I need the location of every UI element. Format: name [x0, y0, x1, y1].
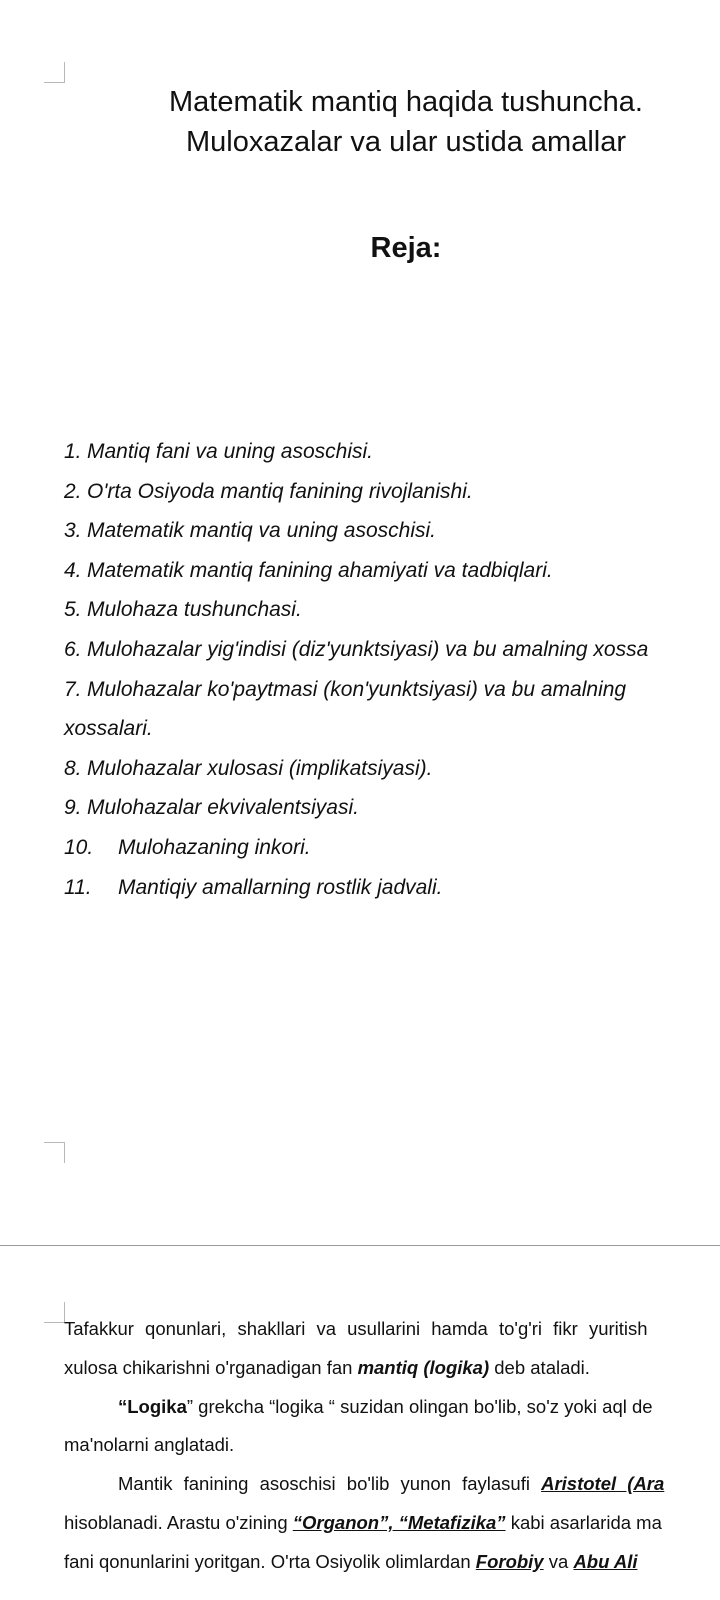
body-line: Tafakkur qonunlari, shakllari va usullarini hamda to'g'ri fikr yuritish	[64, 1318, 648, 1339]
plan-item-text: xossalari.	[64, 717, 153, 741]
link-forobiy[interactable]: Forobiy	[475, 1550, 544, 1572]
plan-item-text: O'rta Osiyoda mantiq fanining rivojlanishi.	[87, 479, 473, 503]
plan-item	[64, 828, 720, 868]
plan-item-number: 5.	[64, 598, 82, 622]
body-line: hisoblanadi. Arastu o'zining “Organon”, “Metafizika” kabi asarlarida ma	[64, 1511, 662, 1533]
plan-item-number: 1.	[64, 440, 82, 463]
plan-item-number: 3.	[64, 519, 82, 543]
plan-item-text: Matematik mantiq fanining ahamiyati va tadbiqlari.	[87, 558, 553, 582]
page-title-line-2: Muloxazalar va ular ustida amallar	[185, 126, 627, 158]
plan-item	[64, 868, 720, 908]
plan-item-continuation	[64, 709, 720, 749]
plan-heading: Reja:	[370, 232, 442, 264]
link-aristotel[interactable]: Aristotel (Ara	[541, 1473, 665, 1495]
body-line: Mantik fanining asoschisi bo'lib yunon faylasufi Aristotel (Ara	[118, 1473, 665, 1495]
link-abu-ali[interactable]: Abu Ali	[573, 1550, 638, 1572]
term-logika: “Logika	[118, 1395, 187, 1417]
term-mantiq: mantiq (logika)	[357, 1356, 490, 1378]
plan-item-text: Mantiq fani va uning asoschisi.	[87, 440, 373, 463]
body-line: xulosa chikarishni o'rganadigan fan mantiq (logika) deb ataladi.	[64, 1356, 590, 1378]
plan-item	[64, 432, 720, 472]
plan-item-number: 9.	[64, 796, 82, 820]
link-organon-metafizika[interactable]: “Organon”, “Metafizika”	[292, 1511, 506, 1533]
plan-item-number: 4.	[64, 558, 82, 582]
body-line: fani qonunlarini yoritgan. O'rta Osiyolik olimlardan Forobiy va Abu Ali	[64, 1550, 638, 1572]
plan-list	[64, 432, 720, 907]
body-line: ma'nolarni anglatadi.	[64, 1434, 235, 1456]
plan-item	[64, 670, 720, 710]
plan-item	[64, 749, 720, 789]
plan-item-text: Mulohazaning inkori.	[118, 835, 311, 859]
plan-item-text: Mulohazalar ko'paytmasi (kon'yunktsiyasi) va bu amalning	[87, 677, 627, 701]
plan-item-text: Matematik mantiq va uning asoschisi.	[87, 519, 436, 543]
plan-item-text: Mulohazalar ekvivalentsiyasi.	[87, 796, 359, 820]
page-break-divider	[0, 1245, 720, 1246]
plan-item	[64, 590, 720, 630]
plan-item	[64, 511, 720, 551]
body-text	[64, 1310, 720, 1582]
plan-item-text: Mulohazalar xulosasi (implikatsiyasi).	[87, 756, 433, 780]
plan-item-number: 7.	[64, 677, 82, 701]
page-title	[0, 82, 720, 162]
plan-item-text: Mantiqiy amallarning rostlik jadvali.	[118, 875, 443, 899]
body-line: “Logika” grekcha “logika “ suzidan olingan bo'lib, so'z yoki aql de	[118, 1395, 653, 1417]
page-corner-mark-top	[44, 62, 65, 83]
plan-item-number: 8.	[64, 756, 82, 780]
plan-item	[64, 551, 720, 591]
plan-item	[64, 630, 720, 670]
plan-item	[64, 472, 720, 512]
page-title-line-1: Matematik mantiq haqida tushuncha.	[169, 86, 643, 118]
page-corner-mark-next	[44, 1302, 65, 1323]
plan-item-text: Mulohaza tushunchasi.	[87, 598, 302, 622]
plan-item-number: 2.	[64, 479, 82, 503]
plan-item	[64, 788, 720, 828]
plan-item-number: 6.	[64, 637, 82, 661]
plan-item-number: 11.	[64, 875, 92, 899]
page-corner-mark-bottom	[44, 1142, 65, 1163]
plan-item-text: Mulohazalar yig'indisi (diz'yunktsiyasi) va bu amalning xossa	[87, 637, 649, 661]
plan-item-number: 10.	[64, 835, 94, 859]
